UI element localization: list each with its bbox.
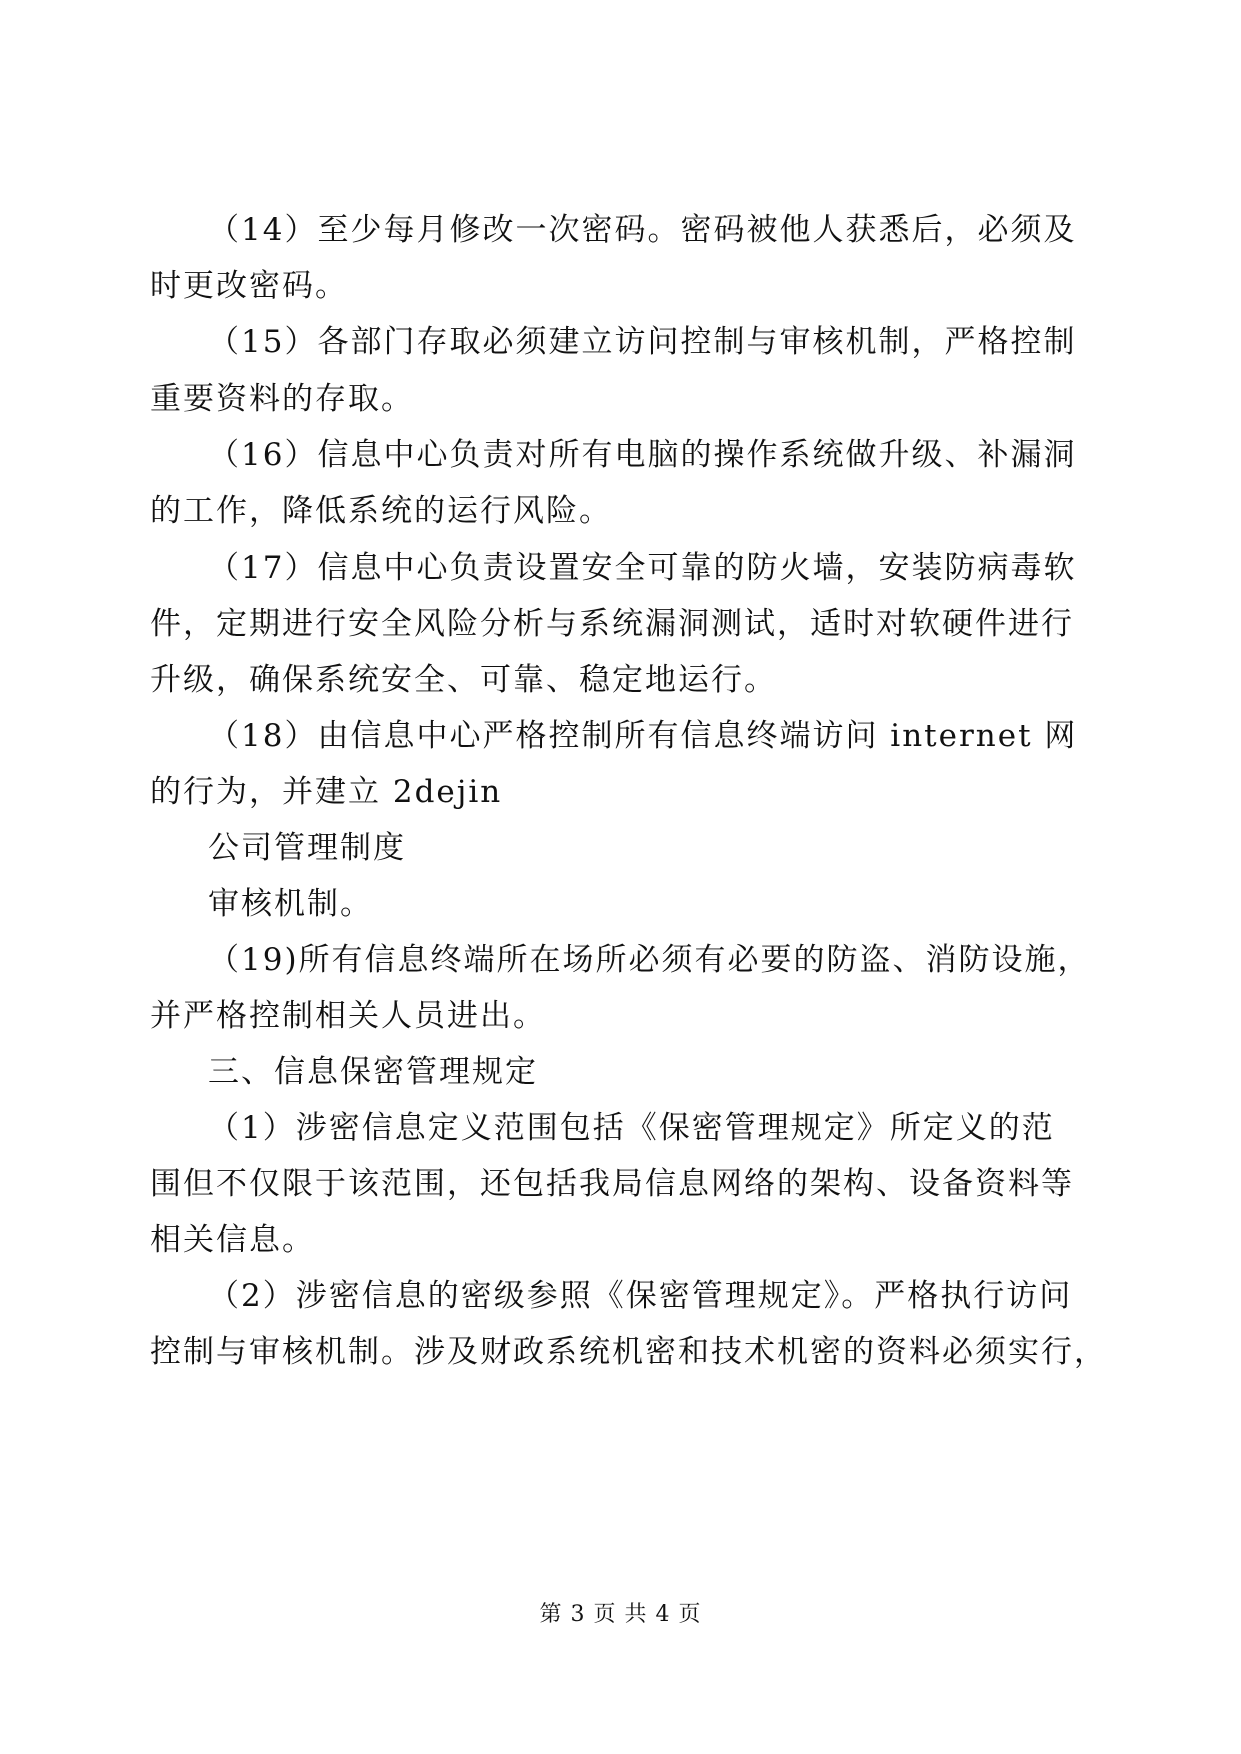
text-line-14: （19)所有信息终端所在场所必须有必要的防盗、消防设施，: [208, 942, 1091, 978]
text-line-8: 件，定期进行安全风险分析与系统漏洞测试，适时对软硬件进行: [150, 606, 1074, 642]
text-line-15: 并严格控制相关人员进出。: [150, 998, 546, 1034]
text-line-21: 控制与审核机制。涉及财政系统机密和技术机密的资料必须实行，: [150, 1334, 1107, 1370]
text-line-20: （2）涉密信息的密级参照《保密管理规定》。严格执行访问: [208, 1278, 1073, 1314]
text-line-7: （17）信息中心负责设置安全可靠的防火墙，安装防病毒软: [208, 550, 1077, 586]
text-line-2: 时更改密码。: [150, 268, 348, 304]
text-line-11: 的行为，并建立 2dejin: [150, 774, 503, 810]
text-line-3: （15）各部门存取必须建立访问控制与审核机制，严格控制: [208, 324, 1077, 360]
page-number-footer: 第 3 页 共 4 页: [539, 1602, 702, 1627]
text-line-12: 公司管理制度: [208, 830, 406, 866]
section-heading: 三、信息保密管理规定: [208, 1054, 538, 1090]
text-line-13: 审核机制。: [208, 886, 373, 922]
text-line-19: 相关信息。: [150, 1222, 315, 1258]
text-line-9: 升级，确保系统安全、可靠、稳定地运行。: [150, 662, 777, 698]
text-line-10: （18）由信息中心严格控制所有信息终端访问 internet 网: [208, 718, 1078, 754]
text-line-6: 的工作，降低系统的运行风险。: [150, 493, 612, 529]
text-line-18: 围但不仅限于该范围，还包括我局信息网络的架构、设备资料等: [150, 1166, 1074, 1202]
text-line-5: （16）信息中心负责对所有电脑的操作系统做升级、补漏洞: [208, 437, 1077, 473]
text-line-4: 重要资料的存取。: [150, 381, 414, 417]
text-line-1: （14）至少每月修改一次密码。密码被他人获悉后，必须及: [208, 212, 1077, 248]
text-line-17: （1）涉密信息定义范围包括《保密管理规定》所定义的范: [208, 1110, 1055, 1146]
